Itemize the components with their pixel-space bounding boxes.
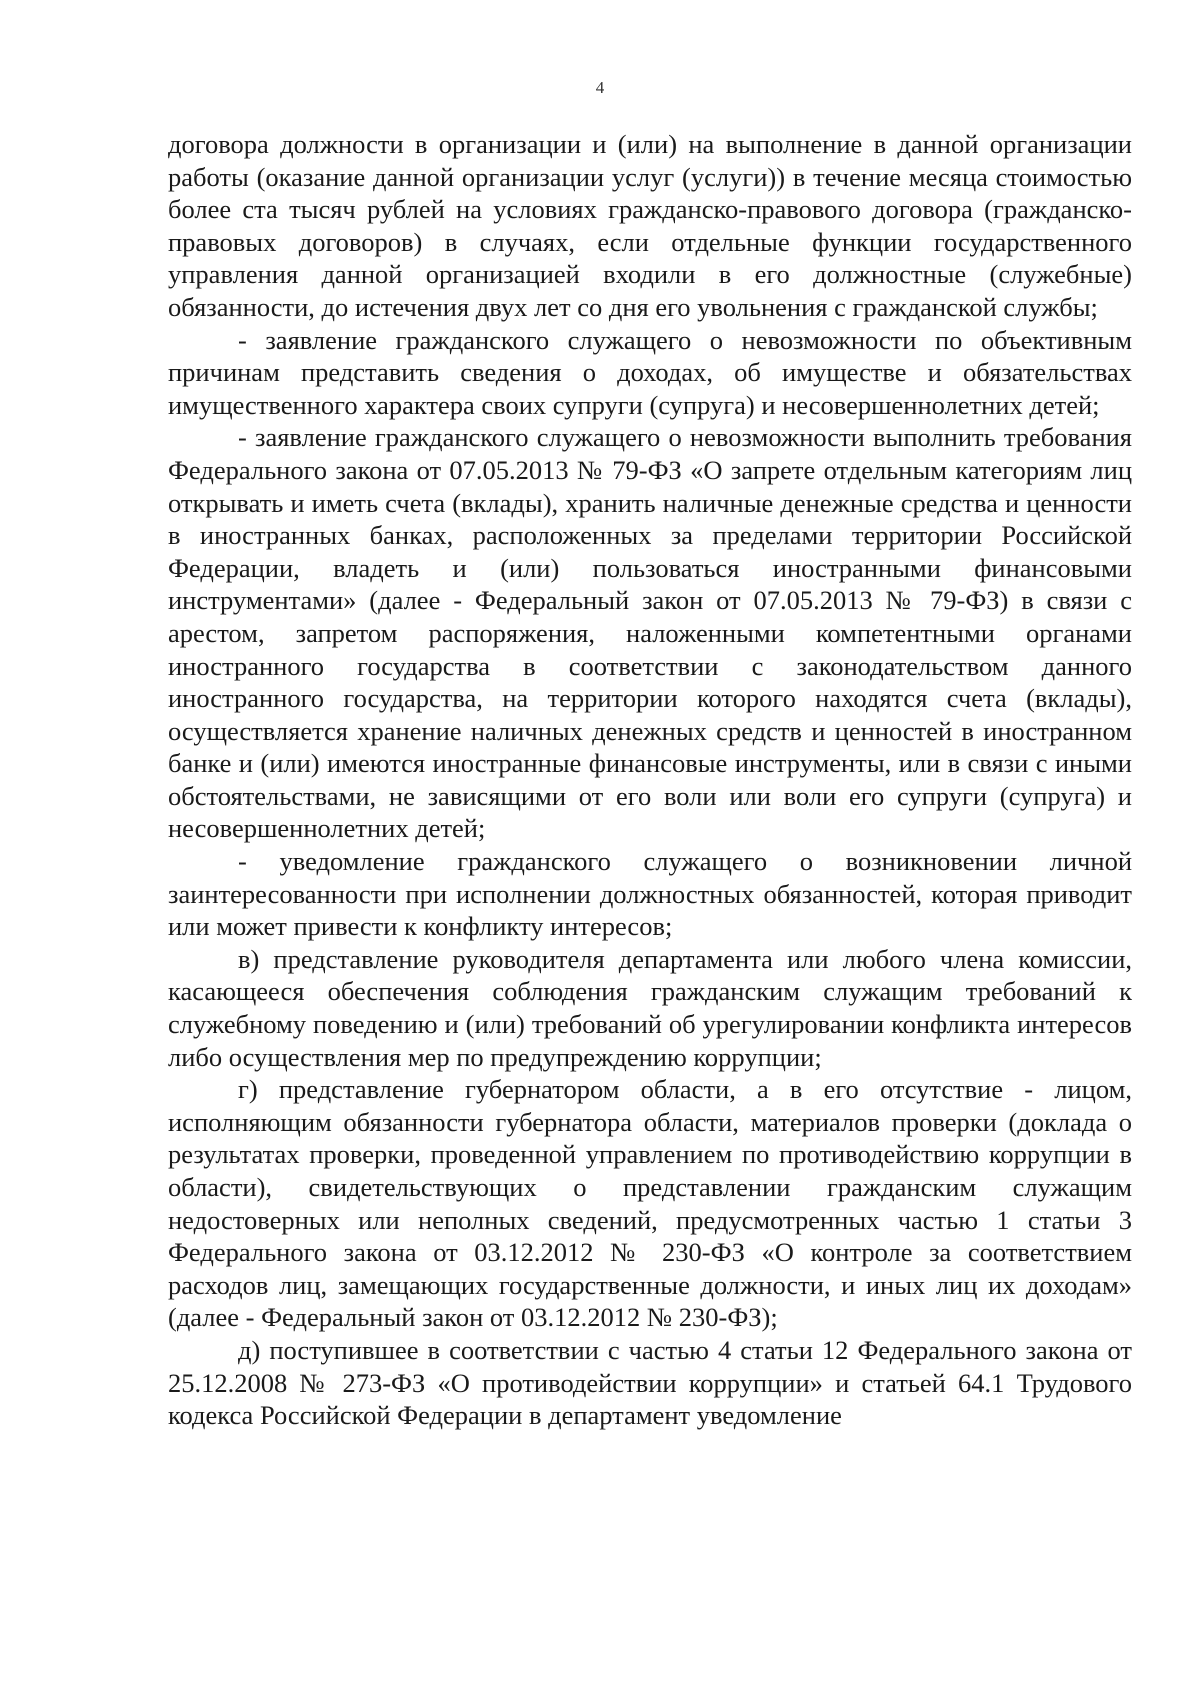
- paragraph-continuation: договора должности в организации и (или) на выполнение в данной организации работы (оказание данной организации услуг (услуги)) в течение месяца стоимостью более ста тысяч рублей на условиях гражданско-правового договора (гражданско-правовых договоров) в случаях, если отдельные функции государственного управления данной организацией входили в его должностные (служебные) обязанности, до истечения двух лет со дня его увольнения с гражданской службы;: [168, 129, 1132, 322]
- document-body: [168, 128, 1132, 1432]
- paragraph-spouse-income-statement: - заявление гражданского служащего о невозможности по объективным причинам представить сведения о доходах, об имуществе и обязательствах имущественного характера своих супруги (супруга) и несовершеннолетних детей;: [168, 324, 1132, 420]
- paragraph-foreign-accounts-statement: - заявление гражданского служащего о невозможности выполнить требования Федерального закона от 07.05.2013 № 79-ФЗ «О запрете отдельным категориям лиц открывать и иметь счета (вклады), хранить наличные денежные средства и ценности в иностранных банках, расположенных за пределами территории Российской Федерации, владеть и (или) пользоваться иностранными финансовыми инструментами» (далее - Федеральный закон от 07.05.2013 № 79-ФЗ) в связи с арестом, запретом распоряжения, наложенными компетентными органами иностранного государства в соответствии с законодательством данного иностранного государства, на территории которого находятся счета (вклады), осуществляется хранение наличных денежных средств и ценностей в иностранном банке и (или) имеются иностранные финансовые инструменты, или в связи с иными обстоятельствами, не зависящими от его воли или воли его супруги (супруга) и несовершеннолетних детей;: [168, 422, 1132, 844]
- paragraph-conflict-of-interest-notice: - уведомление гражданского служащего о возникновении личной заинтересованности при исполнении должностных обязанностей, которая приводит или может привести к конфликту интересов;: [168, 846, 1132, 942]
- paragraph-item-g: г) представление губернатором области, а в его отсутствие - лицом, исполняющим обязанности губернатора области, материалов проверки (доклада о результатах проверки, проведенной управлением по противодействию коррупции в области), свидетельствующих о представлении гражданским служащим недостоверных или неполных сведений, предусмотренных частью 1 статьи 3 Федерального закона от 03.12.2012 № 230-ФЗ «О контроле за соответствием расходов лиц, замещающих государственные должности, и иных лиц их доходам» (далее - Федеральный закон от 03.12.2012 № 230-ФЗ);: [168, 1074, 1132, 1333]
- paragraph-item-v: в) представление руководителя департамента или любого члена комиссии, касающееся обеспечения соблюдения гражданским служащим требований к служебному поведению и (или) требований об урегулировании конфликта интересов либо осуществления мер по предупреждению коррупции;: [168, 943, 1132, 1072]
- page-number: 4: [595, 78, 605, 97]
- paragraph-item-d: д) поступившее в соответствии с частью 4 статьи 12 Федерального закона от 25.12.2008 № 273-ФЗ «О противодействии коррупции» и статьей 64.1 Трудового кодекса Российской Федерации в департамент уведомление: [168, 1334, 1132, 1431]
